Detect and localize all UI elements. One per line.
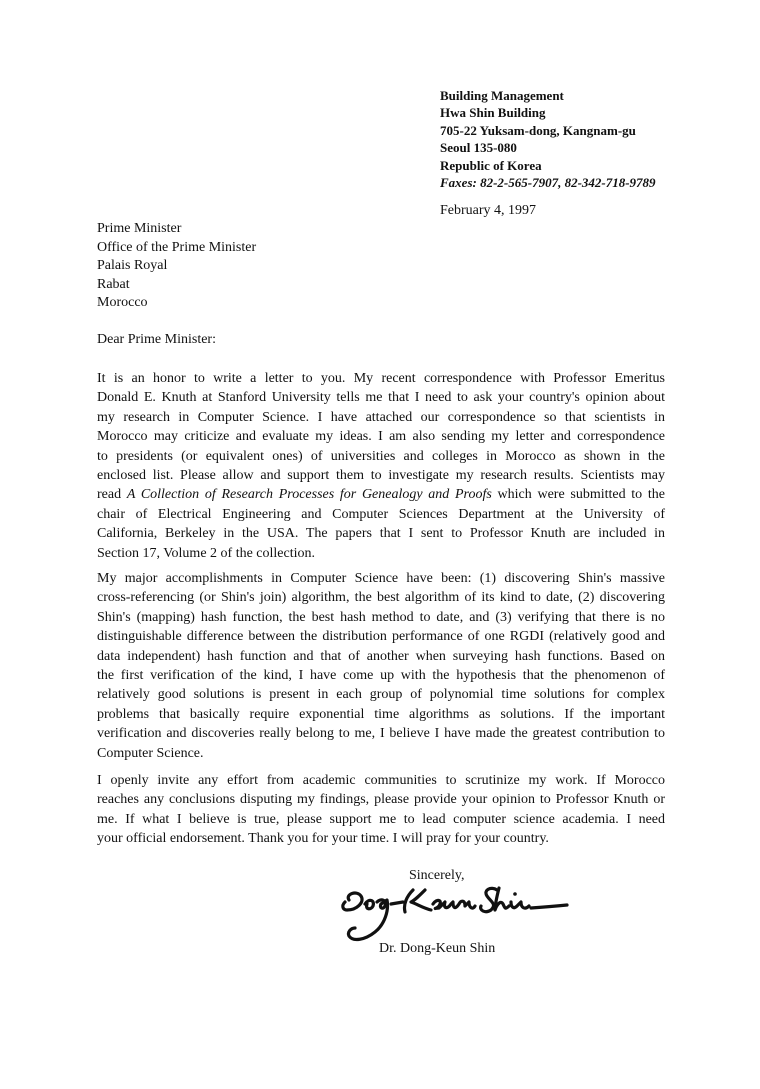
recipient-line-3: Palais Royal xyxy=(97,258,168,274)
recipient-address-block xyxy=(97,220,256,313)
paragraph-line: data independent) hash function and that of another when surveying hash functions. Based on xyxy=(97,648,665,664)
sender-line-5: Republic of Korea xyxy=(440,157,542,173)
paragraph-line: chair of Electrical Engineering and Computer Sciences Department at the University of xyxy=(97,506,665,522)
paragraph-line: problems that basically require exponential time algorithms as solutions. If the important xyxy=(97,706,665,722)
paragraph-line: reaches any conclusions disputing my findings, please provide your opinion to Professor Knuth or xyxy=(97,792,665,808)
paragraph-line: your official endorsement. Thank you for your time. I will pray for your country. xyxy=(97,831,549,847)
paragraph-line: It is an honor to write a letter to you. My recent correspondence with Professor Emeritus xyxy=(97,371,665,386)
paragraph-line: the first verification of the kind, I have come up with the hypothesis that the phenomenon of xyxy=(97,668,665,684)
paragraph-line: Shin's (mapping) hash function, the best hash method to date, and (3) verifying that there is no xyxy=(97,609,665,625)
paragraph-line: cross-referencing (or Shin's join) algorithm, the best algorithm of its kind to date, (2) discovering xyxy=(97,590,665,606)
sender-line-3: 705-22 Yuksam-dong, Kangnam-gu xyxy=(440,122,636,138)
sender-line-2: Hwa Shin Building xyxy=(440,105,546,121)
sender-faxes: Faxes: 82-2-565-7907, 82-342-718-9789 xyxy=(440,175,656,191)
recipient-line-4: Rabat xyxy=(97,276,130,292)
paragraph-line: Morocco may criticize and evaluate my ideas. I am also sending my letter and correspondence xyxy=(97,429,665,445)
body-paragraph-2 xyxy=(97,569,665,763)
recipient-line-2: Office of the Prime Minister xyxy=(97,239,257,255)
paragraph-line: relatively good solutions is present in each group of polynomial time solutions for complex xyxy=(97,687,665,703)
recipient-line-5: Morocco xyxy=(97,295,148,311)
paragraph-line: to presidents (or equivalent ones) of universities and colleges in Morocco as shown in the xyxy=(97,448,665,464)
signer-name: Dr. Dong-Keun Shin xyxy=(379,941,496,956)
paragraph-line: my research in Computer Science. I have attached our correspondence so that scientists in xyxy=(97,409,665,425)
paragraph-line: My major accomplishments in Computer Science have been: (1) discovering Shin's massive xyxy=(97,571,665,586)
paragraph-line: me. If what I believe is true, please support me to lead computer science academia. I need xyxy=(97,811,665,827)
sender-line-1: Building Management xyxy=(440,88,564,103)
submitted-suffix: which were submitted to the xyxy=(491,487,665,503)
paragraph-line: California, Berkeley in the USA. The papers that I sent to Professor Knuth are included in xyxy=(97,526,665,542)
salutation: Dear Prime Minister: xyxy=(97,332,216,347)
recipient-line-1: Prime Minister xyxy=(97,221,182,236)
letter-date: February 4, 1997 xyxy=(440,203,537,218)
sender-line-4: Seoul 135-080 xyxy=(440,140,517,156)
paragraph-line: I openly invite any effort from academic communities to scrutinize my work. If Morocco xyxy=(97,773,665,788)
signature-dot xyxy=(513,892,517,896)
body-paragraph-1 xyxy=(97,369,665,563)
sender-address-block xyxy=(440,87,656,191)
paragraph-line: Section 17, Volume 2 of the collection. xyxy=(97,545,316,561)
read-prefix: read xyxy=(97,487,127,503)
paragraph-line: verification and discoveries really belong to me, I believe I have made the greatest contribution to xyxy=(97,726,665,742)
paragraph-line: Donald E. Knuth at Stanford University tells me that I need to ask your country's opinion about xyxy=(97,390,665,406)
body-paragraph-3 xyxy=(97,771,665,849)
paragraph-line: distinguishable difference between the distribution performance of one RGDI (relatively good and xyxy=(97,629,665,645)
paragraph-line-with-title xyxy=(97,485,665,504)
paragraph-line: enclosed list. Please allow and support them to investigate my research results. Scientists may xyxy=(97,468,665,484)
collection-title: A Collection of Research Processes for Genealogy and Proofs xyxy=(126,487,492,503)
closing: Sincerely, xyxy=(409,868,465,883)
paragraph-line: Computer Science. xyxy=(97,745,204,761)
